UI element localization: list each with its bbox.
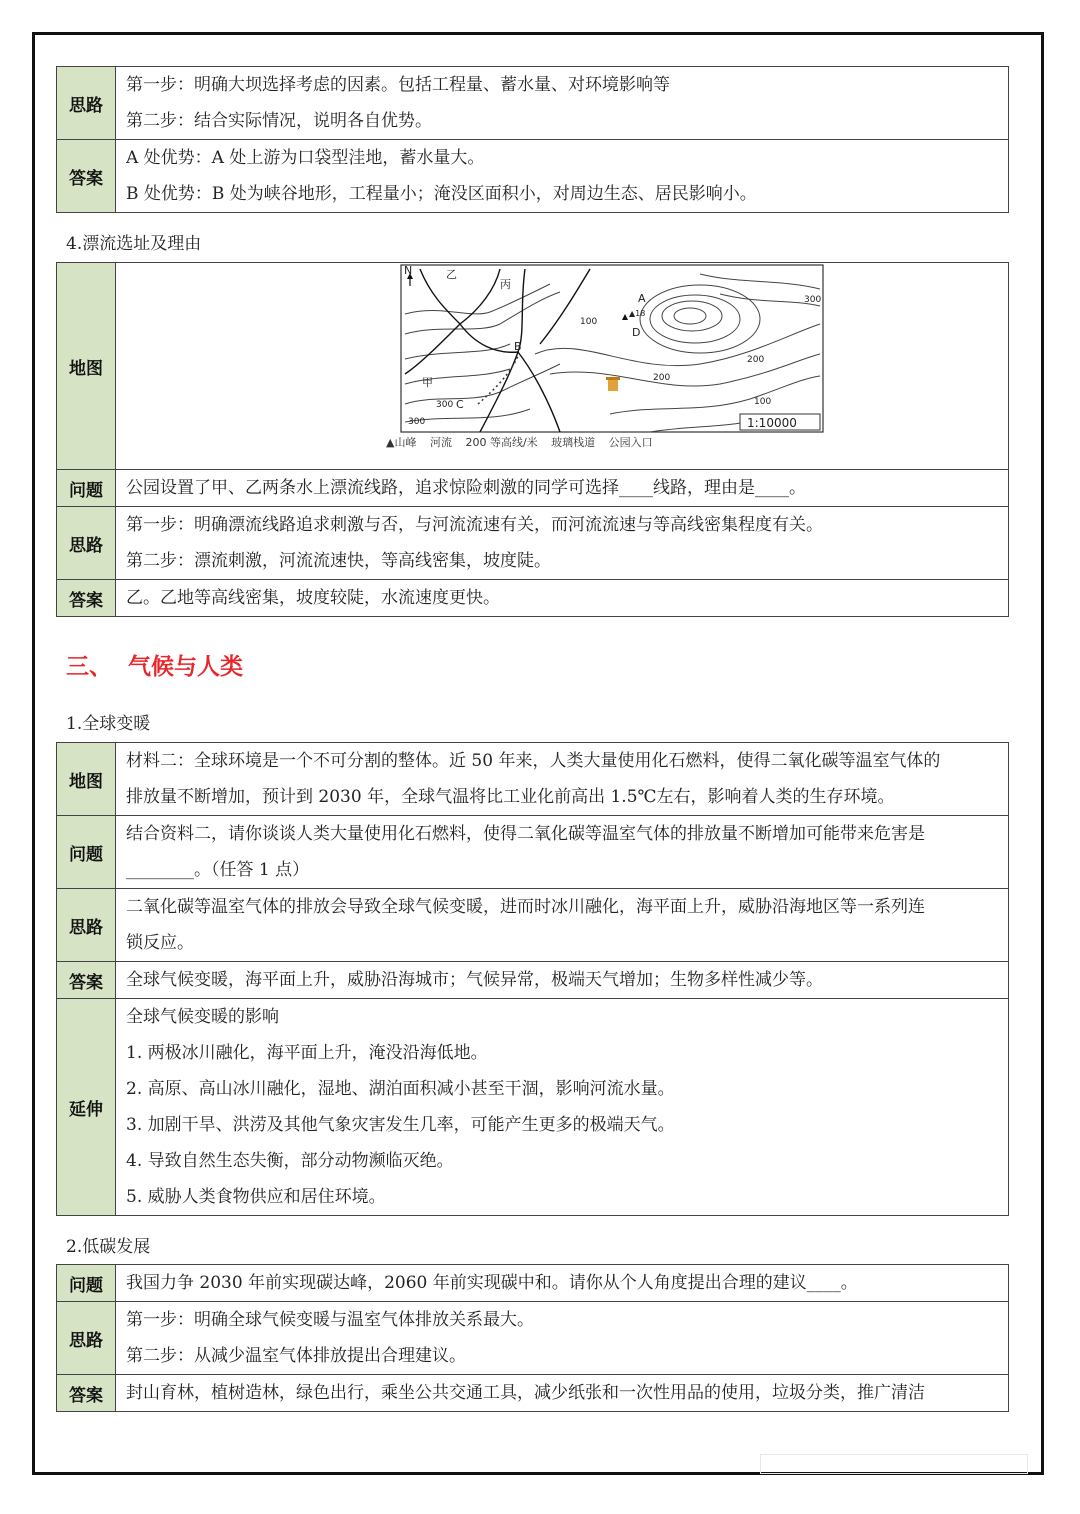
table-row (57, 140, 1009, 213)
map-label: D (632, 326, 641, 339)
legend-item: ▲山峰 (386, 436, 417, 449)
text-line: 4. 导致自然生态失衡，部分动物濒临灭绝。 (126, 1151, 454, 1171)
topographic-map (400, 264, 825, 434)
table-row (57, 962, 1009, 999)
row-label: 问题 (57, 816, 116, 889)
answer-cell (116, 580, 1009, 617)
map-cell (116, 263, 1009, 470)
row-label: 问题 (57, 1265, 116, 1302)
text-line: 全球气候变暖的影响 (126, 1007, 279, 1027)
map-label: 丙 (500, 278, 511, 291)
map-label: 100 (754, 397, 772, 407)
text-line: 第二步：结合实际情况，说明各自优势。 (126, 111, 432, 131)
table-row (57, 889, 1009, 962)
table-row (57, 1302, 1009, 1375)
text-line: 1. 两极冰川融化，海平面上升，淹没沿海低地。 (126, 1043, 488, 1063)
table-row (57, 1375, 1009, 1412)
row-label: 答案 (57, 1375, 116, 1412)
text-line: 封山育林，植树造林，绿色出行，乘坐公共交通工具，减少纸张和一次性用品的使用，垃圾分类，推广清洁 (126, 1383, 925, 1403)
text-line: 第二步：漂流刺激，河流流速快，等高线密集，坡度陡。 (126, 551, 551, 571)
table-row (57, 470, 1009, 507)
table-row (57, 263, 1009, 470)
text-line: B 处优势：B 处为峡谷地形，工程量小；淹没区面积小，对周边生态、居民影响小。 (126, 184, 757, 204)
row-label: 地图 (57, 743, 116, 816)
map-label: 乙 (446, 268, 457, 281)
text-line: 公园设置了甲、乙两条水上漂流线路，追求惊险刺激的同学可选择____线路，理由是____。 (126, 478, 806, 498)
answer-cell (116, 962, 1009, 999)
map-label: C (456, 398, 464, 411)
text-line: 第二步：从减少温室气体排放提出合理建议。 (126, 1346, 466, 1366)
map-scale: 1:10000 (747, 416, 797, 430)
row-label: 思路 (57, 1302, 116, 1375)
map-label: 100 (580, 317, 598, 327)
text-line: 第一步：明确大坝选择考虑的因素。包括工程量、蓄水量、对环境影响等 (126, 75, 670, 95)
dam-table (56, 66, 1009, 213)
row-label: 延伸 (57, 999, 116, 1216)
row-label: 答案 (57, 140, 116, 213)
row-label: 答案 (57, 580, 116, 617)
material-cell (116, 743, 1009, 816)
map-label: 甲 (422, 376, 433, 389)
map-label: 300 (804, 295, 822, 305)
section-heading (66, 648, 243, 681)
subheading-low-carbon: 2.低碳发展 (66, 1237, 151, 1257)
text-line: 5. 威胁人类食物供应和居住环境。 (126, 1187, 386, 1207)
text-line: 我国力争 2030 年前实现碳达峰，2060 年前实现碳中和。请你从个人角度提出合理的建议____。 (126, 1273, 858, 1293)
section-number: 三、 (66, 654, 112, 680)
row-label: 答案 (57, 962, 116, 999)
extension-cell (116, 999, 1009, 1216)
map-label: 300 (436, 400, 454, 410)
map-label: A (638, 292, 646, 305)
section-title-text: 气候与人类 (128, 654, 243, 680)
table-row (57, 1265, 1009, 1302)
rafting-table (56, 262, 1009, 617)
question-cell (116, 816, 1009, 889)
row-label: 思路 (57, 507, 116, 580)
row-label: 思路 (57, 67, 116, 140)
row-label: 问题 (57, 470, 116, 507)
map-north-label: N (404, 264, 413, 277)
map-label: 200 (653, 373, 671, 383)
map-label: ▲18 (629, 309, 646, 318)
answer-cell (116, 140, 1009, 213)
subheading-rafting: 4.漂流选址及理由 (66, 234, 202, 254)
thinking-cell (116, 507, 1009, 580)
question-cell (116, 470, 1009, 507)
footer-box (760, 1454, 1028, 1474)
text-line: 排放量不断增加，预计到 2030 年，全球气温将比工业化前高出 1.5℃左右，影响着人类的生存环境。 (126, 787, 895, 807)
table-row (57, 67, 1009, 140)
low-carbon-table (56, 1264, 1009, 1412)
text-line: 二氧化碳等温室气体的排放会导致全球气候变暖，进而时冰川融化，海平面上升，威胁沿海地区等一系列连 (126, 897, 925, 917)
map-label: B (514, 340, 522, 353)
text-line: A 处优势：A 处上游为口袋型洼地，蓄水量大。 (126, 148, 485, 168)
text-line: 锁反应。 (126, 933, 194, 953)
legend-item: 河流 (429, 436, 452, 449)
text-line: 全球气候变暖，海平面上升，威胁沿海城市；气候异常，极端天气增加；生物多样性减少等。 (126, 970, 823, 990)
table-row (57, 580, 1009, 617)
text-line: 第一步：明确全球气候变暖与温室气体排放关系最大。 (126, 1310, 534, 1330)
map-legend (386, 434, 663, 450)
thinking-cell (116, 67, 1009, 140)
answer-cell (116, 1375, 1009, 1412)
table-row (57, 743, 1009, 816)
question-cell (116, 1265, 1009, 1302)
thinking-cell (116, 1302, 1009, 1375)
row-label: 思路 (57, 889, 116, 962)
table-row (57, 507, 1009, 580)
legend-item: 玻璃栈道 (551, 436, 596, 449)
text-line: 结合资料二，请你谈谈人类大量使用化石燃料，使得二氧化碳等温室气体的排放量不断增加可能带来危害是 (126, 824, 925, 844)
map-label: 300 (408, 417, 426, 427)
text-line: 材料二：全球环境是一个不可分割的整体。近 50 年来，人类大量使用化石燃料，使得二氧化碳等温室气体的 (126, 751, 941, 771)
park-entrance-icon (606, 377, 620, 391)
text-line: 乙。乙地等高线密集，坡度较陡，水流速度更快。 (126, 588, 500, 608)
map-label: 200 (747, 355, 765, 365)
text-line: 2. 高原、高山冰川融化，湿地、湖泊面积减小甚至干涸，影响河流水量。 (126, 1079, 675, 1099)
legend-item: 200 等高线/米 (465, 436, 538, 449)
text-line: ________。（任答 1 点） (126, 860, 310, 880)
warming-table (56, 742, 1009, 1216)
table-row (57, 999, 1009, 1216)
row-label: 地图 (57, 263, 116, 470)
text-line: 第一步：明确漂流线路追求刺激与否，与河流流速有关，而河流流速与等高线密集程度有关。 (126, 515, 823, 535)
table-row (57, 816, 1009, 889)
thinking-cell (116, 889, 1009, 962)
subheading-global-warming: 1.全球变暖 (66, 714, 151, 734)
text-line: 3. 加剧干旱、洪涝及其他气象灾害发生几率，可能产生更多的极端天气。 (126, 1115, 675, 1135)
legend-item: 公园入口 (608, 436, 653, 449)
